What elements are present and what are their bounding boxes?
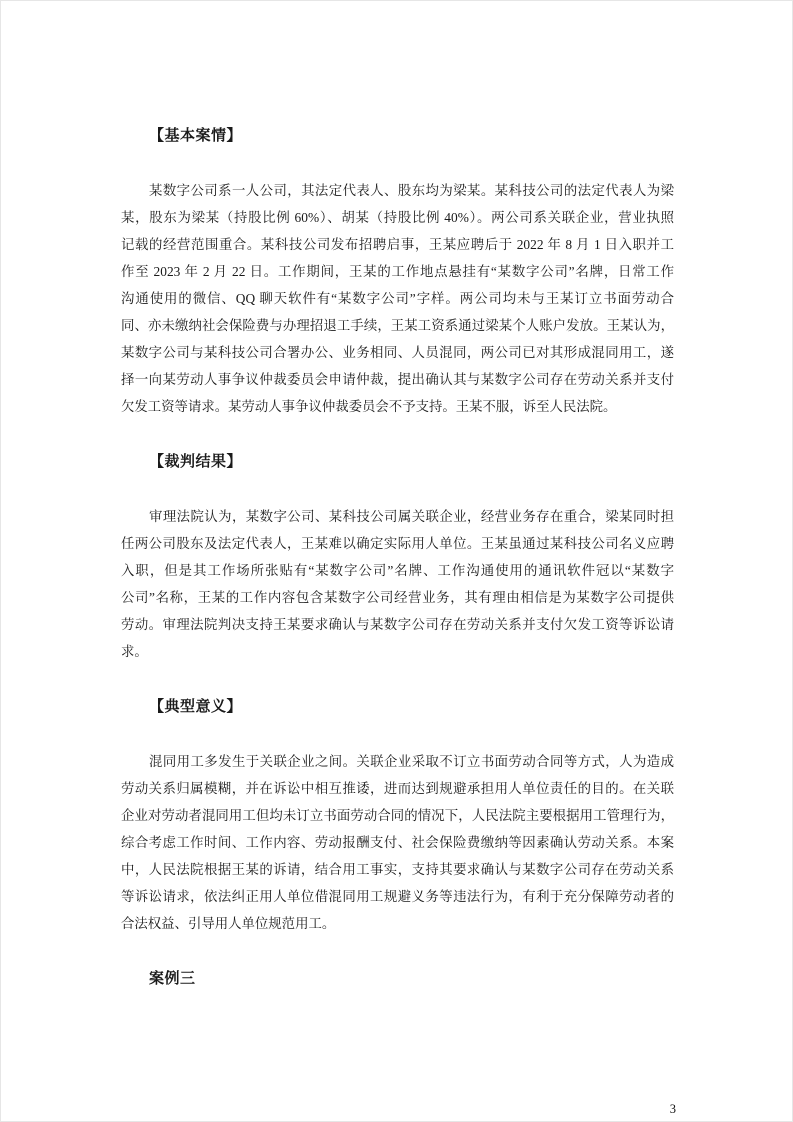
text-line: 企业对劳动者混同用工但均未订立书面劳动合同的情况下，人民法院主要根据用工管理行为， bbox=[121, 808, 674, 823]
text-line: 欠发工资等请求。某劳动人事争议仲裁委员会不予支持。王某不服，诉至人民法院。 bbox=[121, 399, 617, 414]
text-line: 某数字公司与某科技公司合署办公、业务相同、人员混同，两公司已对其形成混同用工，遂 bbox=[121, 345, 674, 360]
section-heading-typical-significance: 【典型意义】 bbox=[149, 698, 243, 715]
text-line: 任两公司股东及法定代表人，王某难以确定实际用人单位。王某虽通过某科技公司名义应聘 bbox=[121, 536, 674, 551]
text-line: 择一向某劳动人事争议仲裁委员会申请仲裁，提出确认其与某数字公司存在劳动关系并支付 bbox=[121, 372, 674, 387]
text-line: 同、亦未缴纳社会保险费与办理招退工手续，王某工资系通过梁某个人账户发放。王某认为， bbox=[121, 318, 674, 333]
text-line: 综合考虑工作时间、工作内容、劳动报酬支付、社会保险费缴纳等因素确认劳动关系。本案 bbox=[121, 835, 674, 850]
page-number: 3 bbox=[669, 1102, 676, 1116]
text-line: 审理法院认为，某数字公司、某科技公司属关联企业，经营业务存在重合，梁某同时担 bbox=[149, 509, 674, 524]
text-line: 劳动关系归属模糊，并在诉讼中相互推诿，进而达到规避承担用人单位责任的目的。在关联 bbox=[121, 781, 674, 796]
text-line: 作至 2023 年 2 月 22 日。工作期间，王某的工作地点悬挂有“某数字公司”名牌，日常工作 bbox=[121, 264, 674, 279]
text-line: 入职，但是其工作场所张贴有“某数字公司”名牌、工作沟通使用的通讯软件冠以“某数字 bbox=[121, 563, 674, 578]
document-body bbox=[121, 122, 674, 992]
text-line: 中，人民法院根据王某的诉请，结合用工事实，支持其要求确认与某数字公司存在劳动关系 bbox=[121, 862, 674, 877]
text-line: 劳动。审理法院判决支持王某要求确认与某数字公司存在劳动关系并支付欠发工资等诉讼请 bbox=[121, 617, 674, 632]
text-line: 公司”名称，王某的工作内容包含某数字公司经营业务，其有理由相信是为某数字公司提供 bbox=[121, 590, 674, 605]
text-line: 求。 bbox=[121, 644, 148, 659]
text-line: 某，股东为梁某（持股比例 60%）、胡某（持股比例 40%）。两公司系关联企业，营业执照 bbox=[121, 210, 674, 225]
text-line: 某数字公司系一人公司，其法定代表人、股东均为梁某。某科技公司的法定代表人为梁 bbox=[149, 183, 674, 198]
text-line: 记载的经营范围重合。某科技公司发布招聘启事，王某应聘后于 2022 年 8 月 1 日入职并工 bbox=[121, 237, 674, 252]
text-line: 等诉讼请求，依法纠正用人单位借混同用工规避义务等违法行为，有利于充分保障劳动者的 bbox=[121, 889, 674, 904]
text-line: 合法权益、引导用人单位规范用工。 bbox=[121, 916, 336, 931]
paragraph-basic-facts bbox=[121, 177, 674, 420]
text-line: 混同用工多发生于关联企业之间。关联企业采取不订立书面劳动合同等方式，人为造成 bbox=[149, 754, 674, 769]
section-heading-basic-facts: 【基本案情】 bbox=[149, 127, 243, 144]
section-heading-judgment-result: 【裁判结果】 bbox=[149, 453, 243, 470]
text-line: 沟通使用的微信、QQ 聊天软件有“某数字公司”字样。两公司均未与王某订立书面劳动合 bbox=[121, 291, 674, 306]
paragraph-judgment-result bbox=[121, 503, 674, 665]
case-three-heading: 案例三 bbox=[149, 970, 196, 987]
paragraph-typical-significance bbox=[121, 748, 674, 937]
